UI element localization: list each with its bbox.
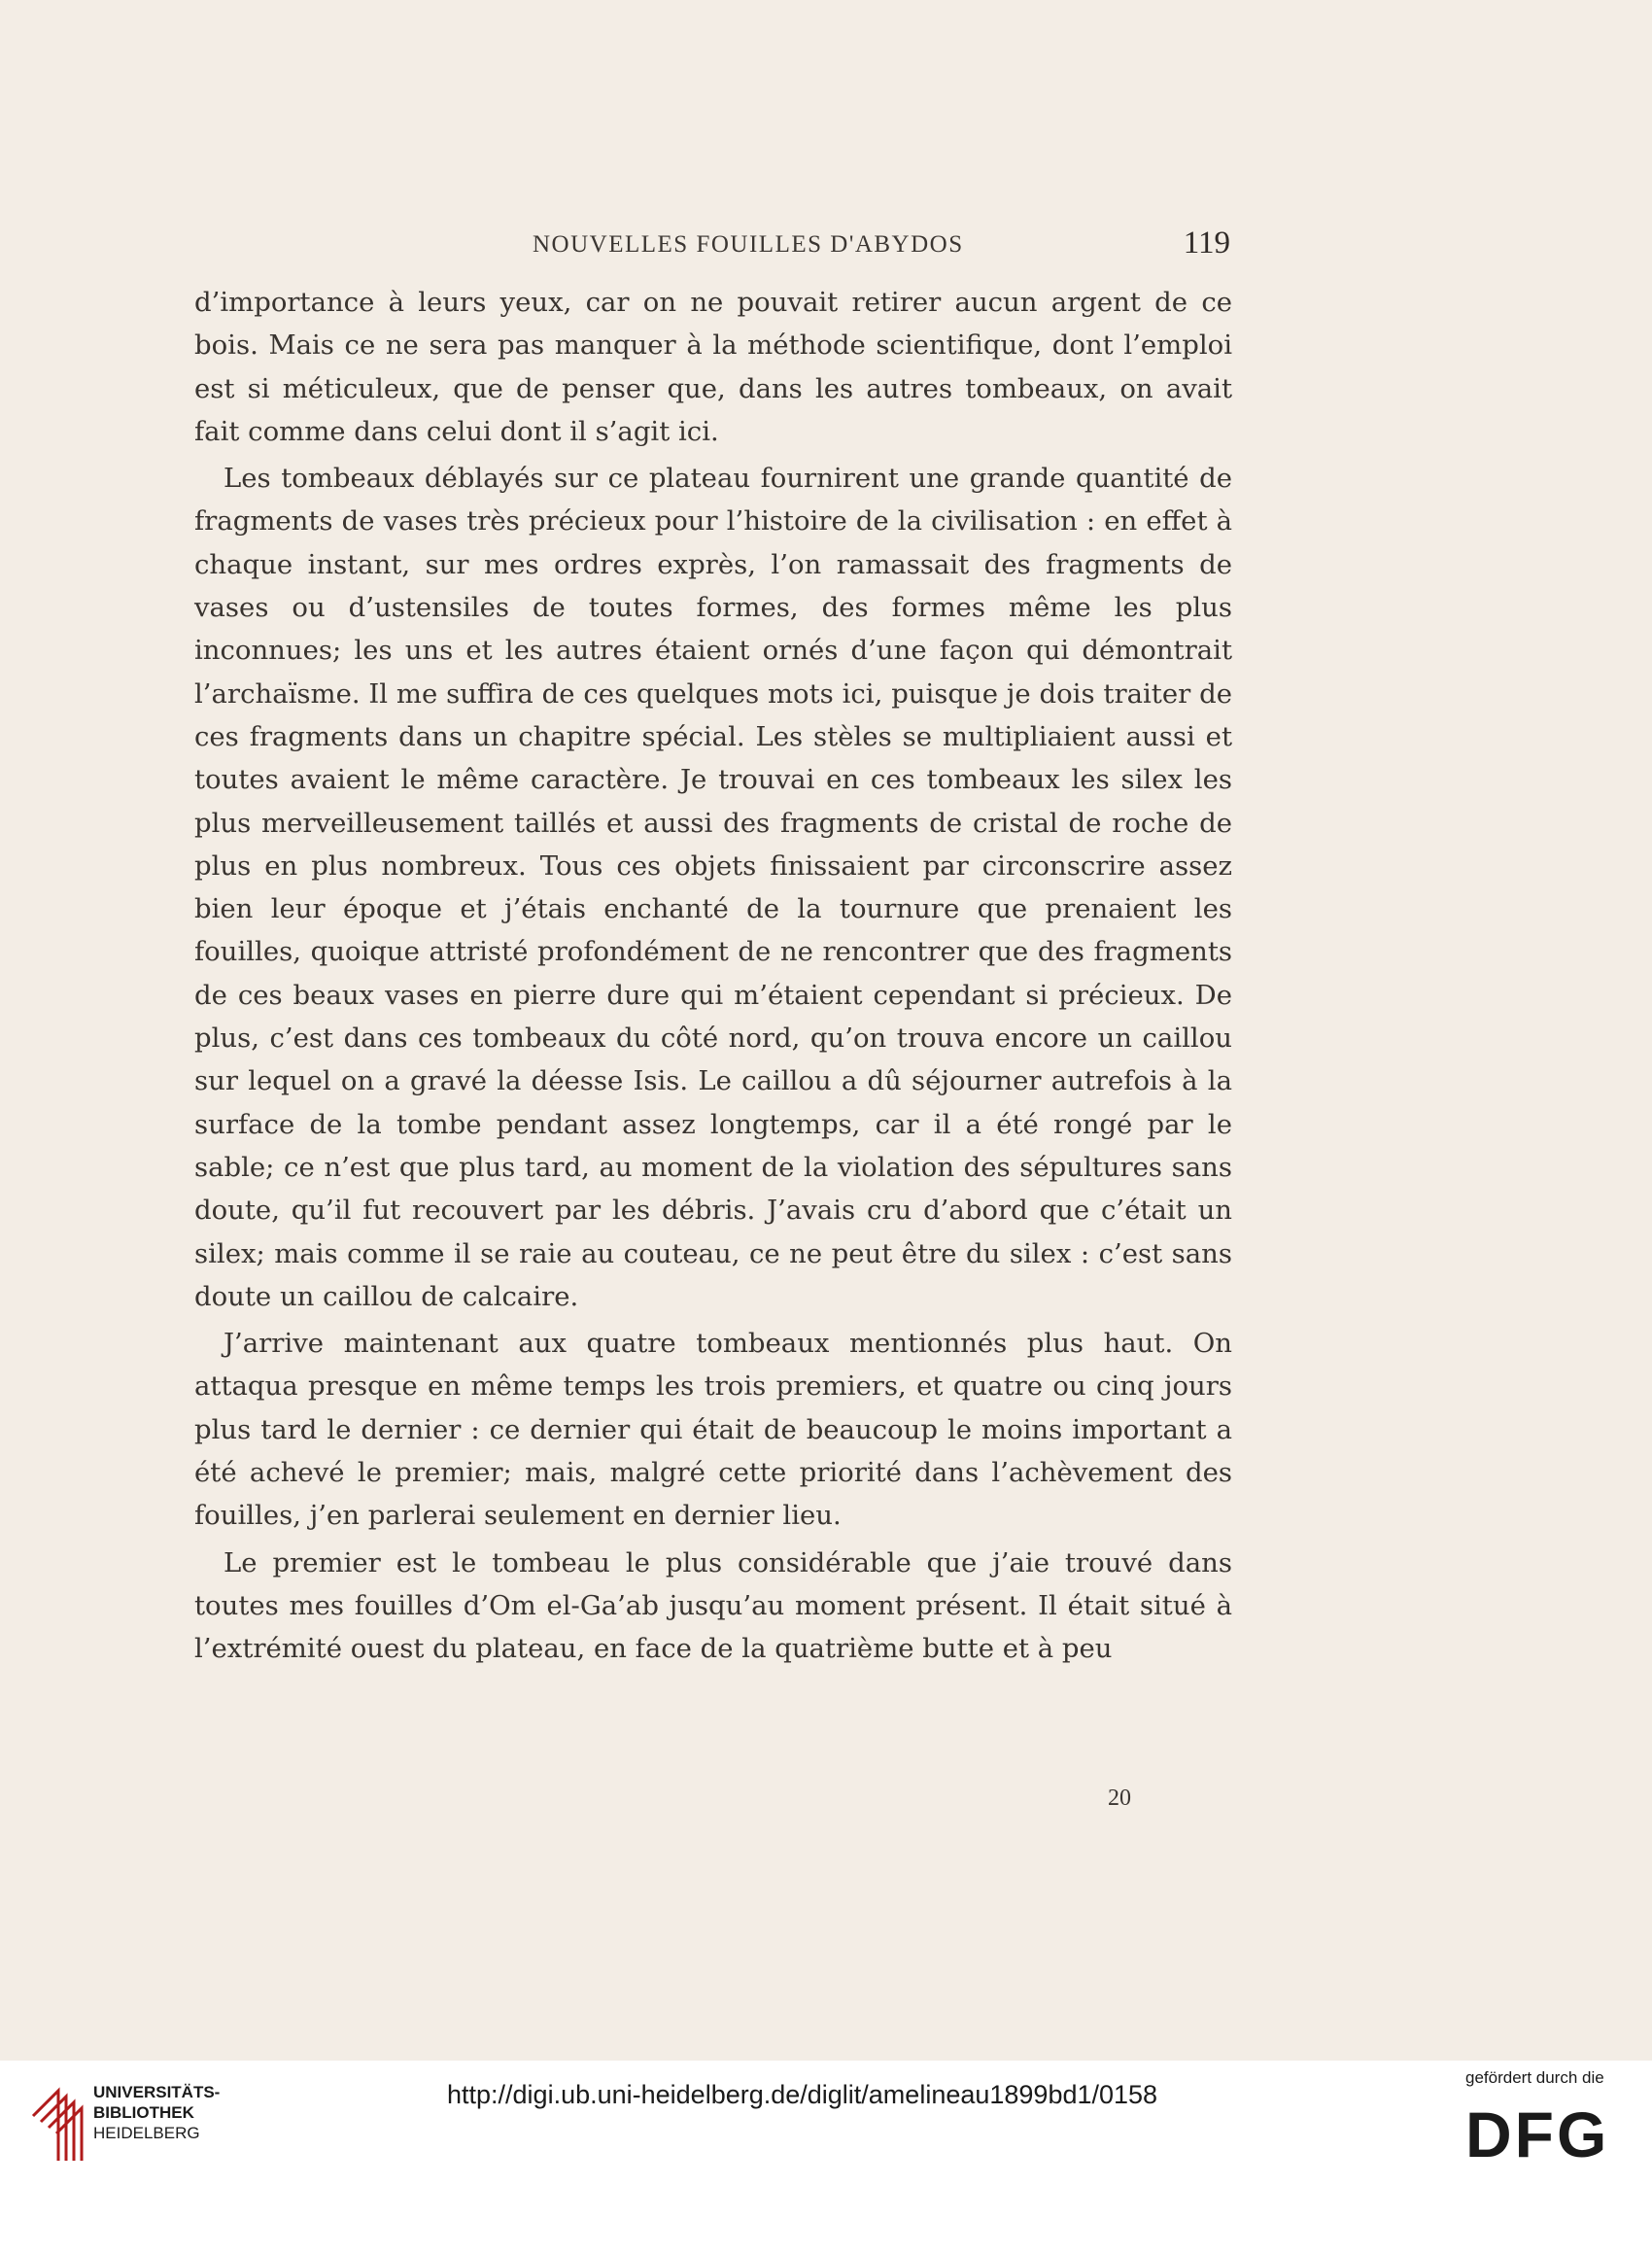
page-number: 119 <box>1183 225 1230 260</box>
digital-copy-link[interactable]: http://digi.ub.uni-heidelberg.de/diglit/amelineau1899bd1/0158 <box>447 2080 1158 2109</box>
signature-mark: 20 <box>1108 1786 1131 1811</box>
paragraph-4: Le premier est le tombeau le plus considérable que j’aie trouvé dans toutes mes fouilles d’Om el-Ga’ab jusqu’au moment présent. Il était situé à l’extrémité ouest du plateau, en face de la quatrième butte et à peu <box>194 1546 1232 1665</box>
library-name-line1: UNIVERSITÄTS- <box>93 2083 221 2101</box>
running-title: NOUVELLES FOUILLES D'ABYDOS <box>533 231 964 258</box>
library-name-line3: HEIDELBERG <box>93 2124 200 2142</box>
university-library-logo-icon <box>29 2077 89 2165</box>
paragraph-3: J’arrive maintenant aux quatre tombeaux mentionnés plus haut. On attaqua presque en même temps les trois premiers, et quatre ou cinq jours plus tard le dernier : ce dernier qui était de beaucoup le moins important a été achevé le premier; mais, malgré cette priorité dans l’achèvement des fouilles, j’en parlerai seulement en dernier lieu. <box>194 1328 1232 1532</box>
funded-by-label: gefördert durch die <box>1465 2068 1604 2087</box>
library-name-line2: BIBLIOTHEK <box>93 2103 194 2122</box>
paragraph-2: Les tombeaux déblayés sur ce plateau fournirent une grande quantité de fragments de vases très précieux pour l’histoire de la civilisation : en effet à chaque instant, sur mes ordres exprès, l’on ramassait des fragments de vases ou d’ustensiles de toutes formes, des formes même les plus inconnues; les uns et les autres étaient ornés d’une façon qui démontrait l’archaïsme. Il me suffira de ces quelques mots ici, puisque je dois traiter de ces fragments dans un chapitre spécial. Les stèles se multipliaient aussi et toutes avaient le même caractère. Je trouvai en ces tombeaux les silex les plus merveilleusement taillés et aussi des fragments de cristal de roche de plus en plus nombreux. Tous ces objets finissaient par circonscrire assez bien leur époque et j’étais enchanté de la tournure que prenaient les fouilles, quoique attristé profondément de ne rencontrer que des fragments de ces beaux vases en pierre dure qui m’étaient cependant si précieux. De plus, c’est dans ces tombeaux du côté nord, qu’on trouva encore un caillou sur lequel on a gravé la déesse Isis. Le caillou a dû séjourner autrefois à la surface de la tombe pendant assez longtemps, car il a été rongé par le sable; ce n’est que plus tard, au moment de la violation des sépultures sans doute, qu’il fut recouvert par les débris. J’avais cru d’abord que c’était un silex; mais comme il se raie au couteau, ce ne peut être du silex : c’est sans doute un caillou de calcaire. <box>194 463 1232 1312</box>
dfg-logo: DFG <box>1465 2098 1610 2170</box>
paragraph-1: d’importance à leurs yeux, car on ne pouvait retirer aucun argent de ce bois. Mais ce ne sera pas manquer à la méthode scientifique, dont l’emploi est si méticuleux, que de penser que, dans les autres tombeaux, on avait fait comme dans celui dont il s’agit ici. <box>194 287 1232 447</box>
running-head <box>194 225 1244 264</box>
body-text <box>194 281 1232 1671</box>
university-library-name <box>93 2082 220 2143</box>
